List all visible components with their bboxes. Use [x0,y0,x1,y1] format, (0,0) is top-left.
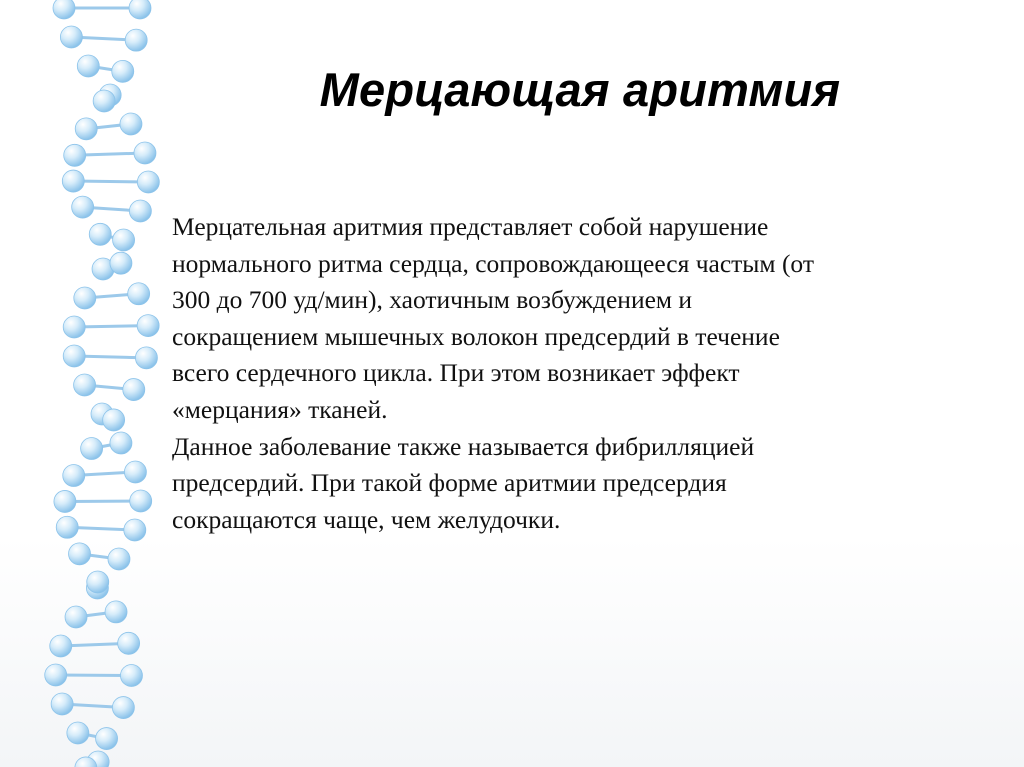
helix-sphere [124,519,146,541]
helix-sphere [120,113,142,135]
helix-sphere [89,223,111,245]
helix-sphere [63,345,85,367]
helix-sphere [125,29,147,51]
dna-helix-decoration [40,0,180,767]
helix-sphere [74,374,96,396]
helix-sphere [120,665,142,687]
helix-sphere [128,283,150,305]
helix-sphere [110,252,132,274]
helix-sphere [60,26,82,48]
helix-sphere [65,606,87,628]
slide-title: Мерцающая аритмия [319,63,841,116]
helix-sphere [45,664,67,686]
helix-sphere [113,229,135,251]
body-paragraph-2: Данное заболевание также называется фибрилляцией предсердий. При такой форме аритмии предсердия сокращаются чаще, чем желудочки. [172,431,755,534]
helix-sphere [75,118,97,140]
helix-sphere [64,144,86,166]
helix-sphere [112,697,134,719]
helix-sphere [135,347,157,369]
helix-sphere [67,722,89,744]
helix-sphere [81,438,103,460]
helix-sphere [96,728,118,750]
helix-sphere [93,90,115,112]
helix-sphere [129,200,151,222]
helix-sphere [103,409,125,431]
helix-sphere [56,516,78,538]
helix-sphere [112,60,134,82]
helix-sphere [62,170,84,192]
helix-sphere [134,142,156,164]
helix-sphere [105,601,127,623]
helix-sphere [72,196,94,218]
helix-sphere [54,490,76,512]
helix-sphere [51,693,73,715]
helix-sphere [124,461,146,483]
helix-sphere [53,0,75,19]
helix-sphere [69,543,91,565]
helix-sphere [129,0,151,19]
helix-sphere [77,55,99,77]
helix-sphere [74,287,96,309]
helix-sphere [63,465,85,487]
helix-sphere [87,571,109,593]
helix-sphere [123,379,145,401]
helix-sphere [137,171,159,193]
body-paragraph-1: Мерцательная аритмия представляет собой нарушение нормального ритма сердца, сопровождающееся частым (от 300 до 700 уд/мин), хаотичным возбуждением и сокращением мышечных волокон предсердий в течение всего сердечного цикла. При этом возникает эффект «мерцания» тканей. [172,212,814,424]
helix-sphere [63,316,85,338]
helix-sphere [137,315,159,337]
slide-body [172,209,962,538]
helix-sphere [110,432,132,454]
helix-sphere [130,490,152,512]
helix-sphere [108,548,130,570]
helix-sphere [50,635,72,657]
helix-sphere [118,632,140,654]
